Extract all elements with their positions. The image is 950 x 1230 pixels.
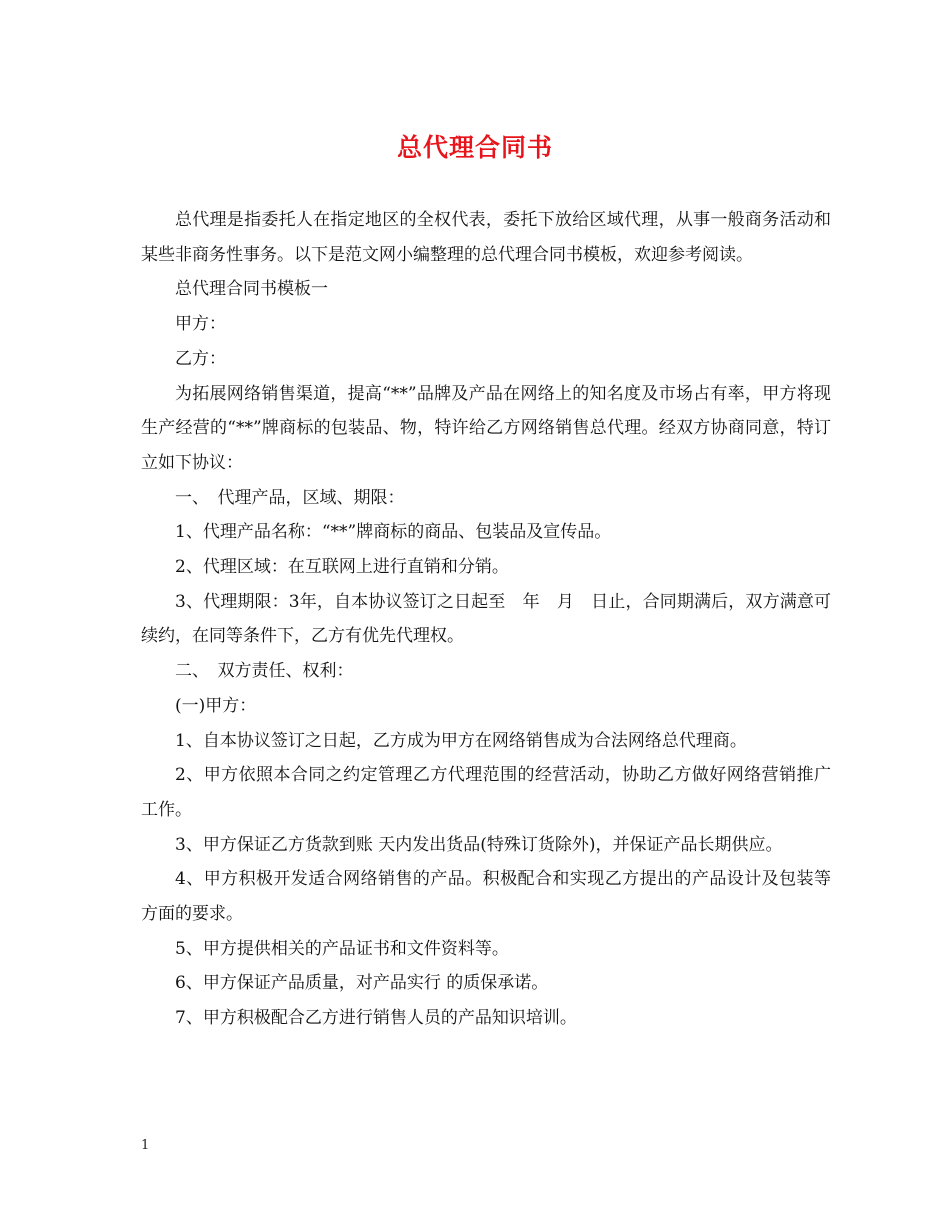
document-title: 总代理合同书 [396,133,553,162]
document-body [141,203,831,1036]
paragraph: 甲方： [175,314,226,335]
page-number: 1 [141,1138,150,1153]
paragraph: 二、 双方责任、权利： [175,661,354,682]
paragraph: 2、甲方依照本合同之约定管理乙方代理范围的经营活动，协助乙方做好网络营销推广工作。 [141,765,831,820]
paragraph: (一)甲方： [175,695,257,716]
paragraph: 7、甲方积极配合乙方进行销售人员的产品知识培训。 [175,1008,577,1029]
paragraph: 总代理合同书模板一 [175,279,328,300]
paragraph: 6、甲方保证产品质量，对产品实行 的质保承诺。 [175,973,549,994]
paragraph: 2、代理区域：在互联网上进行直销和分销。 [175,557,509,578]
paragraph: 总代理是指委托人在指定地区的全权代表，委托下放给区域代理，从事一般商务活动和某些非商务性事务。以下是范文网小编整理的总代理合同书模板，欢迎参考阅读。 [141,210,831,265]
paragraph: 1、代理产品名称：“**”牌商标的商品、包装品及宣传品。 [175,522,612,543]
paragraph: 3、代理期限：3年，自本协议签订之日起至 年 月 日止，合同期满后，双方满意可续约，在同等条件下，乙方有优先代理权。 [141,591,831,647]
paragraph: 为拓展网络销售渠道，提高“**”品牌及产品在网络上的知名度及市场占有率，甲方将现生产经营的“**”牌商标的包装品、物，特许给乙方网络销售总代理。经双方协商同意，特订立如下协议： [141,383,831,473]
paragraph: 4、甲方积极开发适合网络销售的产品。积极配合和实现乙方提出的产品设计及包装等方面的要求。 [141,869,831,925]
paragraph: 一、 代理产品，区域、期限： [175,487,405,508]
paragraph: 3、甲方保证乙方货款到账 天内发出货品(特殊订货除外)，并保证产品长期供应。 [175,834,783,855]
paragraph: 1、自本协议签订之日起，乙方成为甲方在网络销售成为合法网络总代理商。 [175,730,747,751]
paragraph: 5、甲方提供相关的产品证书和文件资料等。 [175,938,509,959]
paragraph: 乙方： [175,348,226,369]
